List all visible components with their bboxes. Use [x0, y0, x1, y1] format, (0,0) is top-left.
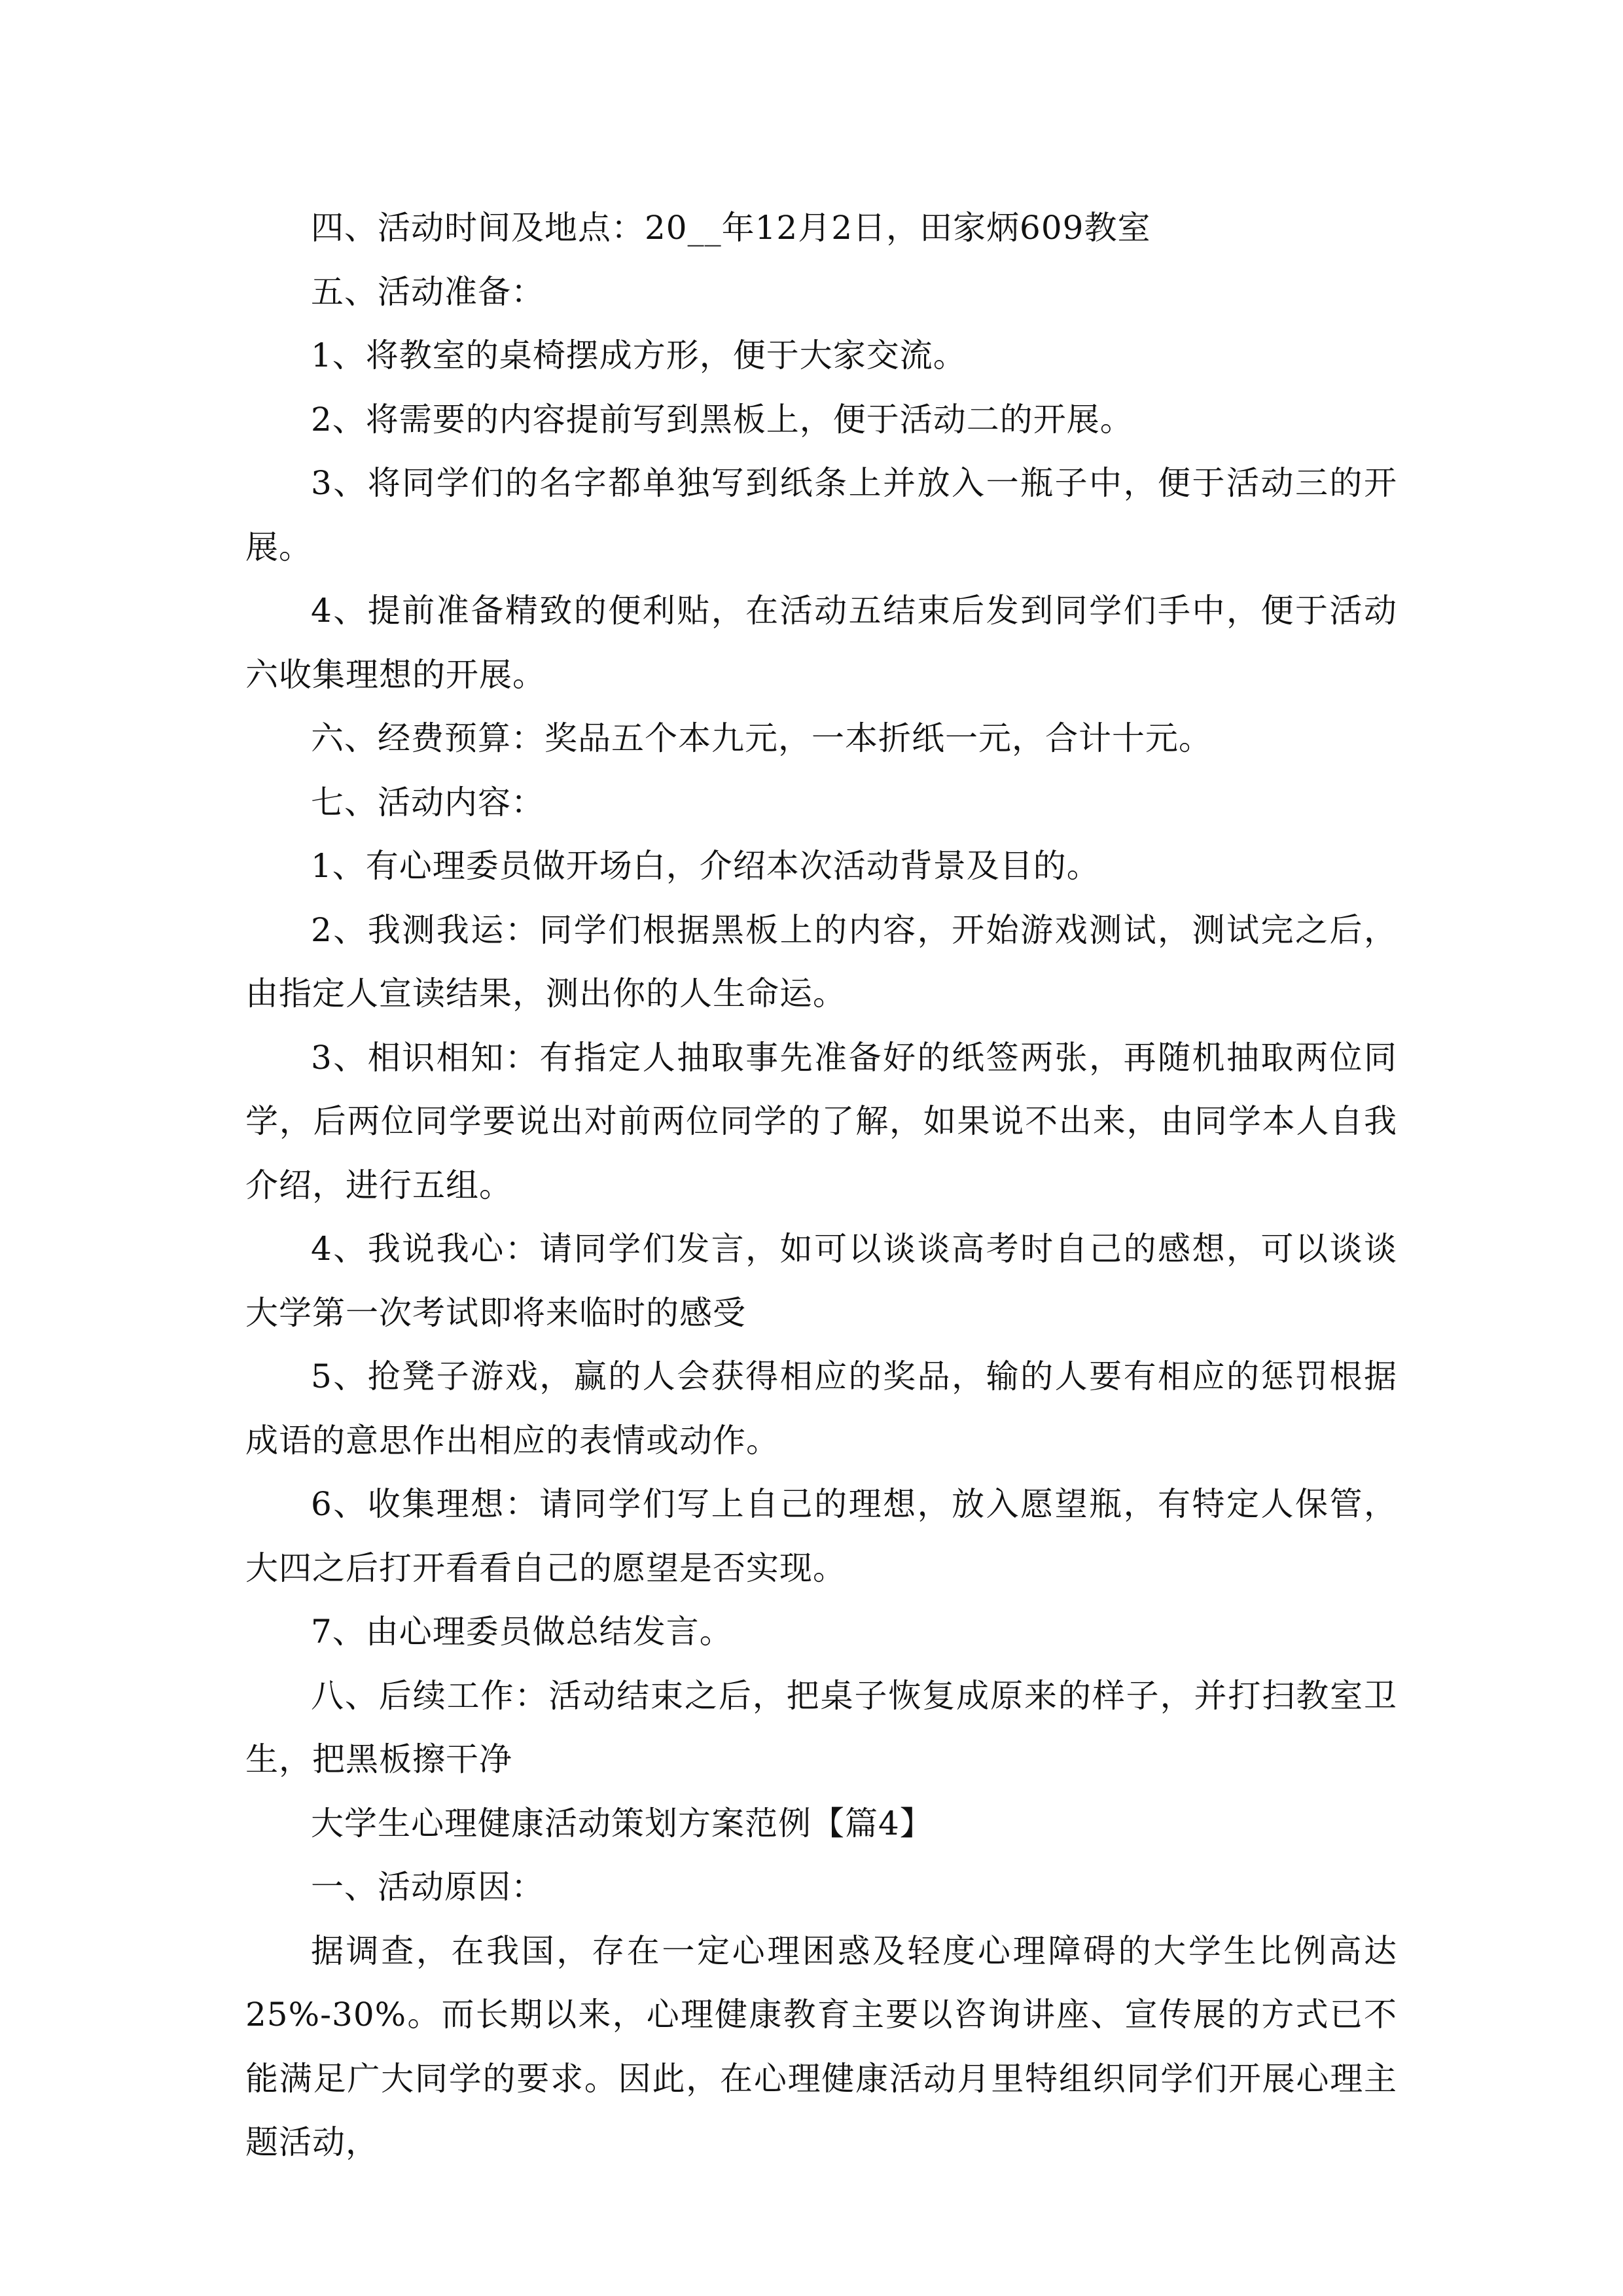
paragraph-content-heading: 七、活动内容： — [311, 783, 544, 821]
paragraph-content-7: 7、由心理委员做总结发言。 — [311, 1613, 733, 1651]
paragraph-content-3: 3、相识相知：有指定人抽取事先准备好的纸签两张，再随机抽取两位同学，后两位同学要说出对前两位同学的了解，如果说不出来，由同学本人自我介绍，进行五组。 — [245, 1038, 1397, 1204]
paragraph-prep-3: 3、将同学们的名字都单独写到纸条上并放入一瓶子中，便于活动三的开展。 — [245, 464, 1397, 566]
paragraph-content-5: 5、抢凳子游戏，赢的人会获得相应的奖品，输的人要有相应的惩罚根据成语的意思作出相应的表情或动作。 — [245, 1357, 1397, 1460]
paragraph-follow-up: 八、后续工作：活动结束之后，把桌子恢复成原来的样子，并打扫教室卫生，把黑板擦干净 — [245, 1676, 1397, 1778]
paragraph-reason-heading: 一、活动原因： — [311, 1868, 544, 1906]
paragraph-prep-2: 2、将需要的内容提前写到黑板上，便于活动二的开展。 — [311, 400, 1133, 439]
paragraph-budget: 六、经费预算：奖品五个本九元，一本折纸一元，合计十元。 — [311, 719, 1212, 757]
paragraph-preparation-heading: 五、活动准备： — [311, 272, 544, 311]
paragraph-reason-body: 据调查，在我国，存在一定心理困惑及轻度心理障碍的大学生比例高达25%-30%。而长期以来，心理健康教育主要以咨询讲座、宣传展的方式已不能满足广大同学的要求。因此，在心理健康活动月里特组织同学们开展心理主题活动， — [245, 1931, 1397, 2161]
paragraph-content-1: 1、有心理委员做开场白，介绍本次活动背景及目的。 — [311, 847, 1100, 885]
paragraph-content-2: 2、我测我运：同学们根据黑板上的内容，开始游戏测试，测试完之后，由指定人宣读结果，测出你的人生命运。 — [245, 910, 1397, 1013]
paragraph-prep-1: 1、将教室的桌椅摆成方形，便于大家交流。 — [311, 336, 967, 374]
paragraph-content-6: 6、收集理想：请同学们写上自己的理想，放入愿望瓶，有特定人保管，大四之后打开看看自己的愿望是否实现。 — [245, 1485, 1397, 1587]
section-title-part-4: 大学生心理健康活动策划方案范例【篇4】 — [311, 1804, 933, 1842]
document-body — [245, 196, 1397, 2175]
paragraph-content-4: 4、我说我心：请同学们发言，如可以谈谈高考时自己的感想，可以谈谈大学第一次考试即将来临时的感受 — [245, 1230, 1397, 1332]
paragraph-prep-4: 4、提前准备精致的便利贴，在活动五结束后发到同学们手中，便于活动六收集理想的开展。 — [245, 592, 1397, 694]
paragraph-activity-time-place: 四、活动时间及地点：20__年12月2日，田家炳609教室 — [311, 209, 1151, 247]
